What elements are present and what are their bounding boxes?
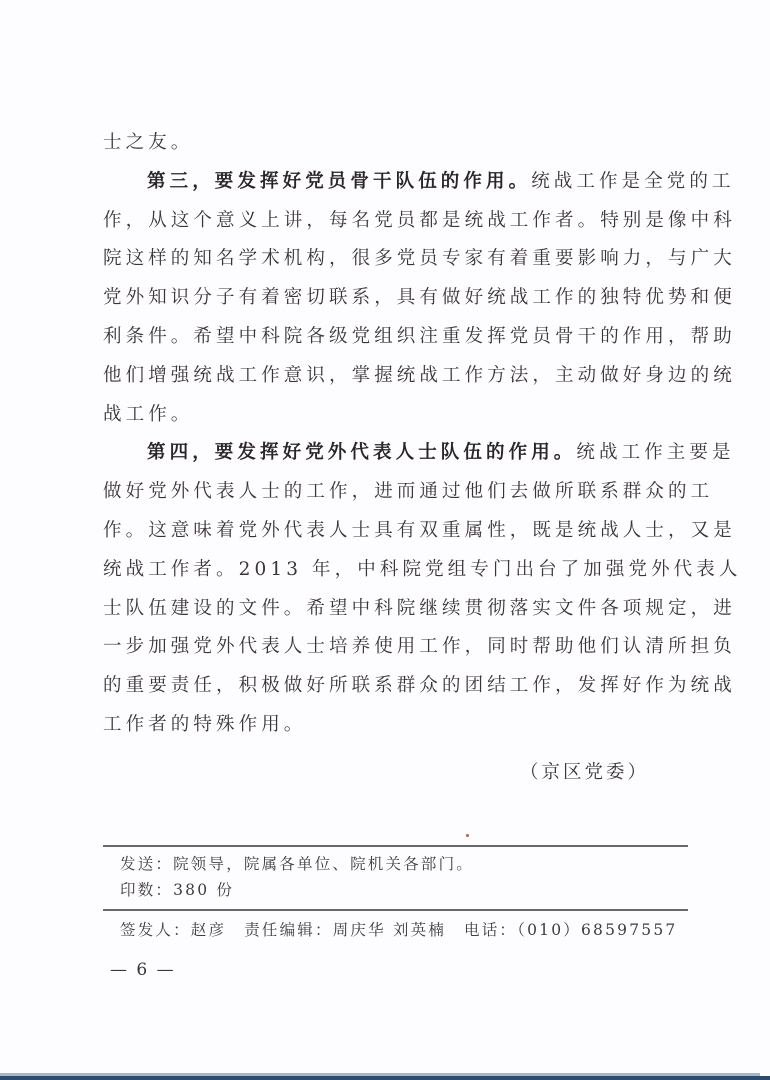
text-line bbox=[103, 628, 736, 667]
line-text: 的重要责任，积极做好所联系群众的团结工作，发挥好作为统战 bbox=[103, 675, 736, 697]
line-text: 党外知识分子有着密切联系，具有做好统战工作的独特优势和便 bbox=[103, 287, 736, 309]
editors: 责任编辑：周庆华 刘英楠 bbox=[244, 921, 447, 939]
print-count: 印数：380 份 bbox=[120, 881, 235, 899]
line-text: 他们增强统战工作意识，掌握统战工作方法，主动做好身边的统 bbox=[103, 364, 736, 386]
line-text: 一步加强党外代表人士培养使用工作，同时帮助他们认清所担负 bbox=[103, 636, 736, 658]
text-line bbox=[103, 473, 714, 512]
line-text: 工作者的特殊作用。 bbox=[103, 713, 307, 735]
text-line bbox=[103, 396, 693, 435]
line-text: 作。这意味着党外代表人士具有双重属性，既是统战人士，又是 bbox=[103, 519, 736, 541]
line-text: 统战工作是全党的工 bbox=[531, 170, 735, 192]
text-line bbox=[103, 279, 736, 318]
issuer: 签发人：赵彦 bbox=[120, 921, 227, 939]
text-line bbox=[103, 163, 735, 202]
section-heading-fourth: 第四，要发挥好党外代表人士队伍的作用。 bbox=[147, 442, 577, 464]
text-line bbox=[103, 124, 693, 163]
send-to: 发送：院领导，院属各单位、院机关各部门。 bbox=[120, 855, 475, 873]
scan-edge-dark bbox=[0, 1076, 770, 1080]
line-text: 利条件。希望中科院各级党组织注重发挥党员骨干的作用，帮助 bbox=[103, 325, 736, 347]
divider-bottom bbox=[103, 909, 688, 911]
text-line bbox=[103, 202, 736, 241]
text-line bbox=[103, 357, 736, 396]
text-line bbox=[103, 434, 735, 473]
text-line bbox=[103, 551, 742, 590]
text-line bbox=[103, 240, 736, 279]
issuer-info bbox=[120, 918, 677, 940]
ink-speck bbox=[466, 834, 469, 837]
phone: 电话：（010）68597557 bbox=[464, 921, 678, 939]
text-line bbox=[103, 318, 736, 357]
line-text: 院这样的知名学术机构，很多党员专家有着重要影响力，与广大 bbox=[103, 248, 736, 270]
line-text: 做好党外代表人士的工作，进而通过他们去做所联系群众的工 bbox=[103, 481, 714, 503]
divider-top bbox=[103, 845, 688, 847]
line-text: 战工作。 bbox=[103, 403, 194, 425]
text-line bbox=[103, 706, 693, 745]
text-line bbox=[103, 667, 736, 706]
signature: （京区党委） bbox=[520, 762, 650, 783]
line-text: 统战工作者。2013 年，中科院党组专门出台了加强党外代表人 bbox=[103, 558, 742, 580]
body-text bbox=[103, 124, 742, 745]
line-text: 士队伍建设的文件。希望中科院继续贯彻落实文件各项规定，进 bbox=[103, 597, 736, 619]
section-heading-third: 第三，要发挥好党员骨干队伍的作用。 bbox=[147, 170, 532, 192]
line-text: 作，从这个意义上讲，每名党员都是统战工作者。特别是像中科 bbox=[103, 209, 736, 231]
text-line bbox=[103, 590, 736, 629]
page-number: — 6 — bbox=[110, 960, 176, 980]
line-text: 士之友。 bbox=[103, 132, 194, 153]
text-line bbox=[103, 512, 736, 551]
line-text: 统战工作主要是 bbox=[576, 442, 735, 464]
